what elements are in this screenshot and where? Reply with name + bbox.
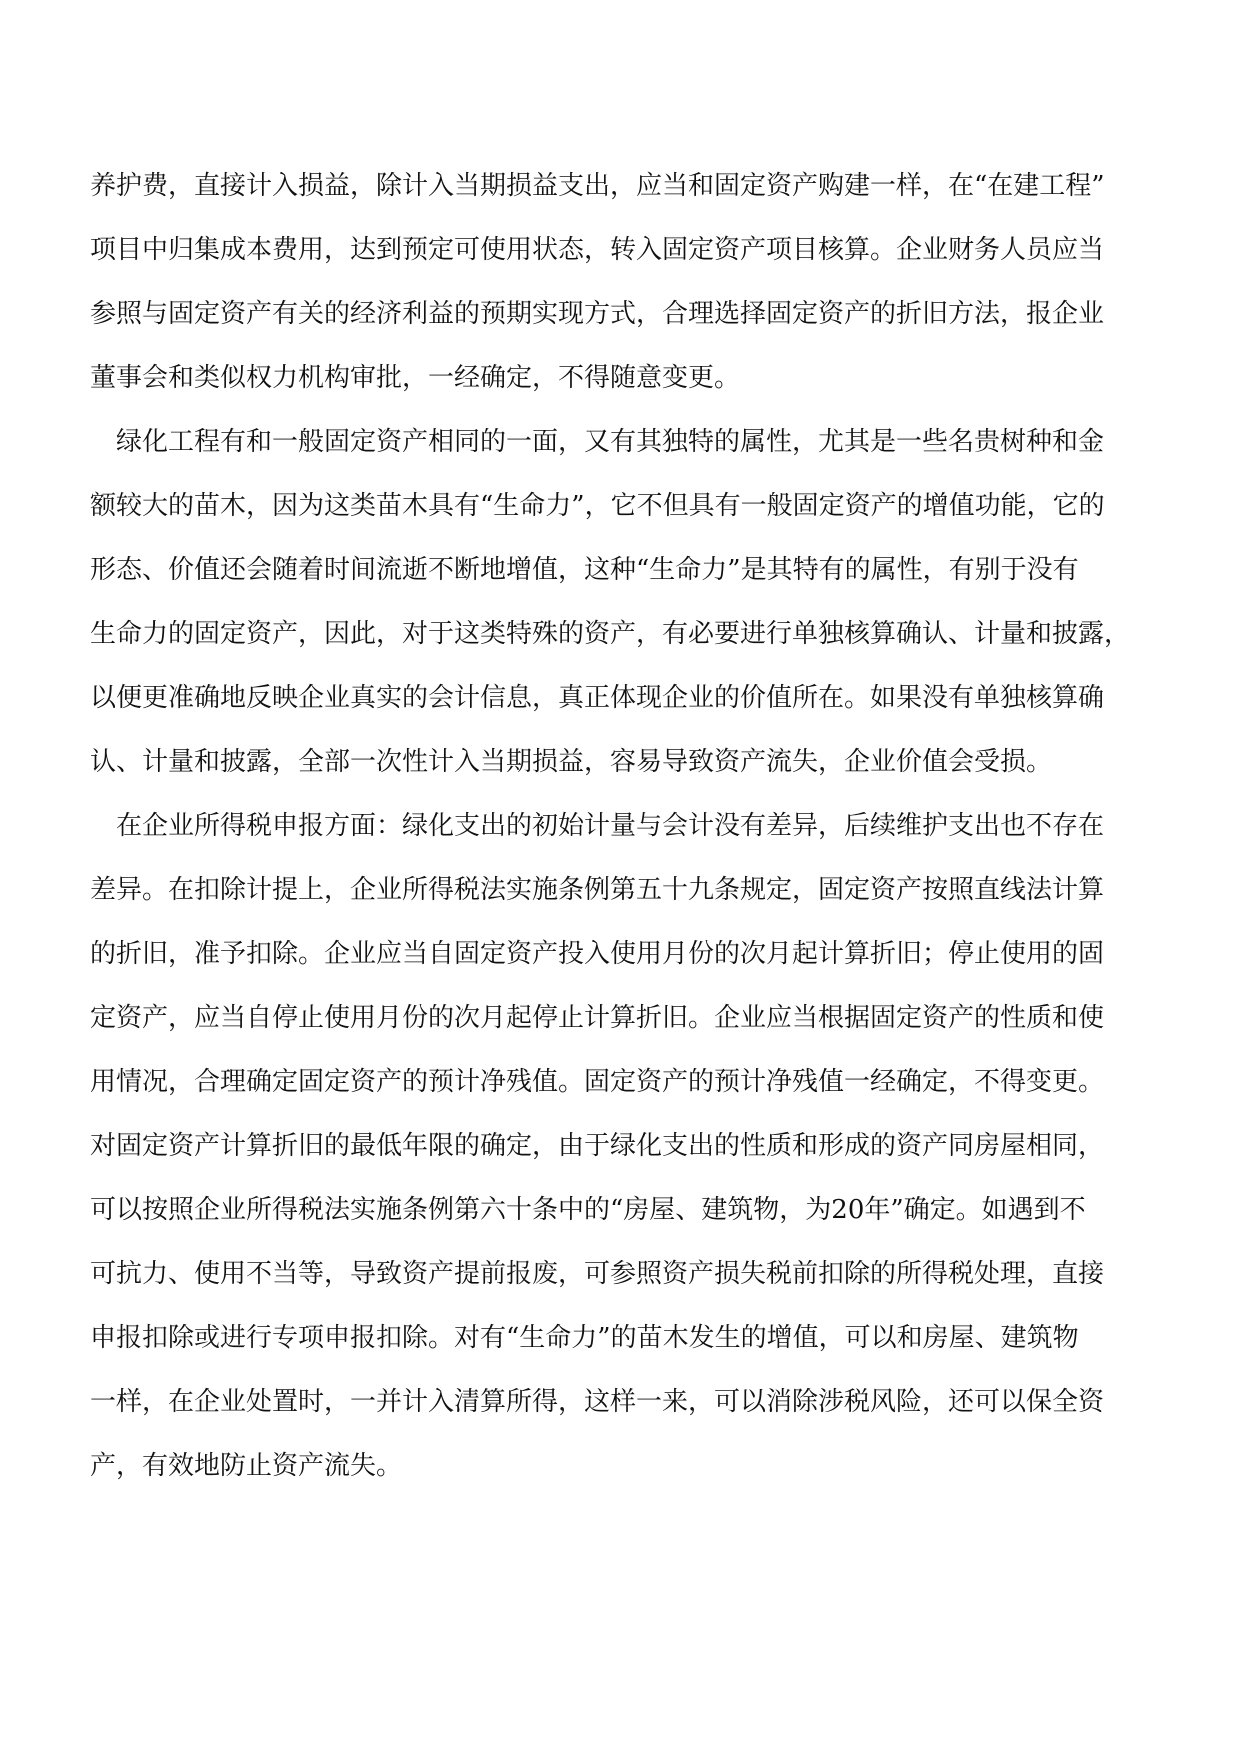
text-line: 项目中归集成本费用，达到预定可使用状态，转入固定资产项目核算。企业财务人员应当 [90, 235, 1105, 265]
text-line: 对固定资产计算折旧的最低年限的确定，由于绿化支出的性质和形成的资产同房屋相同， [90, 1131, 1105, 1161]
text-line: 养护费，直接计入损益，除计入当期损益支出，应当和固定资产购建一样，在“在建工程” [90, 171, 1105, 201]
text-line: 申报扣除或进行专项申报扣除。对有“生命力”的苗木发生的增值，可以和房屋、建筑物 [90, 1323, 1079, 1353]
paragraph-first-line: 绿化工程有和一般固定资产相同的一面，又有其独特的属性，尤其是一些名贵树种和金 [116, 427, 1105, 457]
text-line: 生命力的固定资产，因此，对于这类特殊的资产，有必要进行单独核算确认、计量和披露， [90, 619, 1131, 649]
text-line: 可以按照企业所得税法实施条例第六十条中的“房屋、建筑物，为20年”确定。如遇到不 [90, 1195, 1086, 1225]
text-line: 的折旧，准予扣除。企业应当自固定资产投入使用月份的次月起计算折旧；停止使用的固 [90, 939, 1105, 969]
text-line: 定资产，应当自停止使用月份的次月起停止计算折旧。企业应当根据固定资产的性质和使 [90, 1003, 1105, 1033]
text-line: 参照与固定资产有关的经济利益的预期实现方式，合理选择固定资产的折旧方法，报企业 [90, 299, 1105, 329]
document-body [90, 154, 1150, 1498]
text-line: 董事会和类似权力机构审批，一经确定，不得随意变更。 [90, 363, 741, 393]
text-line: 产，有效地防止资产流失。 [90, 1451, 403, 1481]
text-line: 以便更准确地反映企业真实的会计信息，真正体现企业的价值所在。如果没有单独核算确 [90, 683, 1105, 713]
text-line: 一样，在企业处置时，一并计入清算所得，这样一来，可以消除涉税风险，还可以保全资 [90, 1387, 1105, 1417]
paragraph-first-line: 在企业所得税申报方面：绿化支出的初始计量与会计没有差异，后续维护支出也不存在 [116, 811, 1105, 841]
text-line: 差异。在扣除计提上，企业所得税法实施条例第五十九条规定，固定资产按照直线法计算 [90, 875, 1105, 905]
text-line: 用情况，合理确定固定资产的预计净残值。固定资产的预计净残值一经确定，不得变更。 [90, 1067, 1105, 1097]
text-line: 可抗力、使用不当等，导致资产提前报废，可参照资产损失税前扣除的所得税处理，直接 [90, 1259, 1105, 1289]
text-line: 认、计量和披露，全部一次性计入当期损益，容易导致资产流失，企业价值会受损。 [90, 747, 1053, 777]
text-line: 额较大的苗木，因为这类苗木具有“生命力”，它不但具有一般固定资产的增值功能，它的 [90, 491, 1105, 521]
text-line: 形态、价值还会随着时间流逝不断地增值，这种“生命力”是其特有的属性，有别于没有 [90, 555, 1079, 585]
